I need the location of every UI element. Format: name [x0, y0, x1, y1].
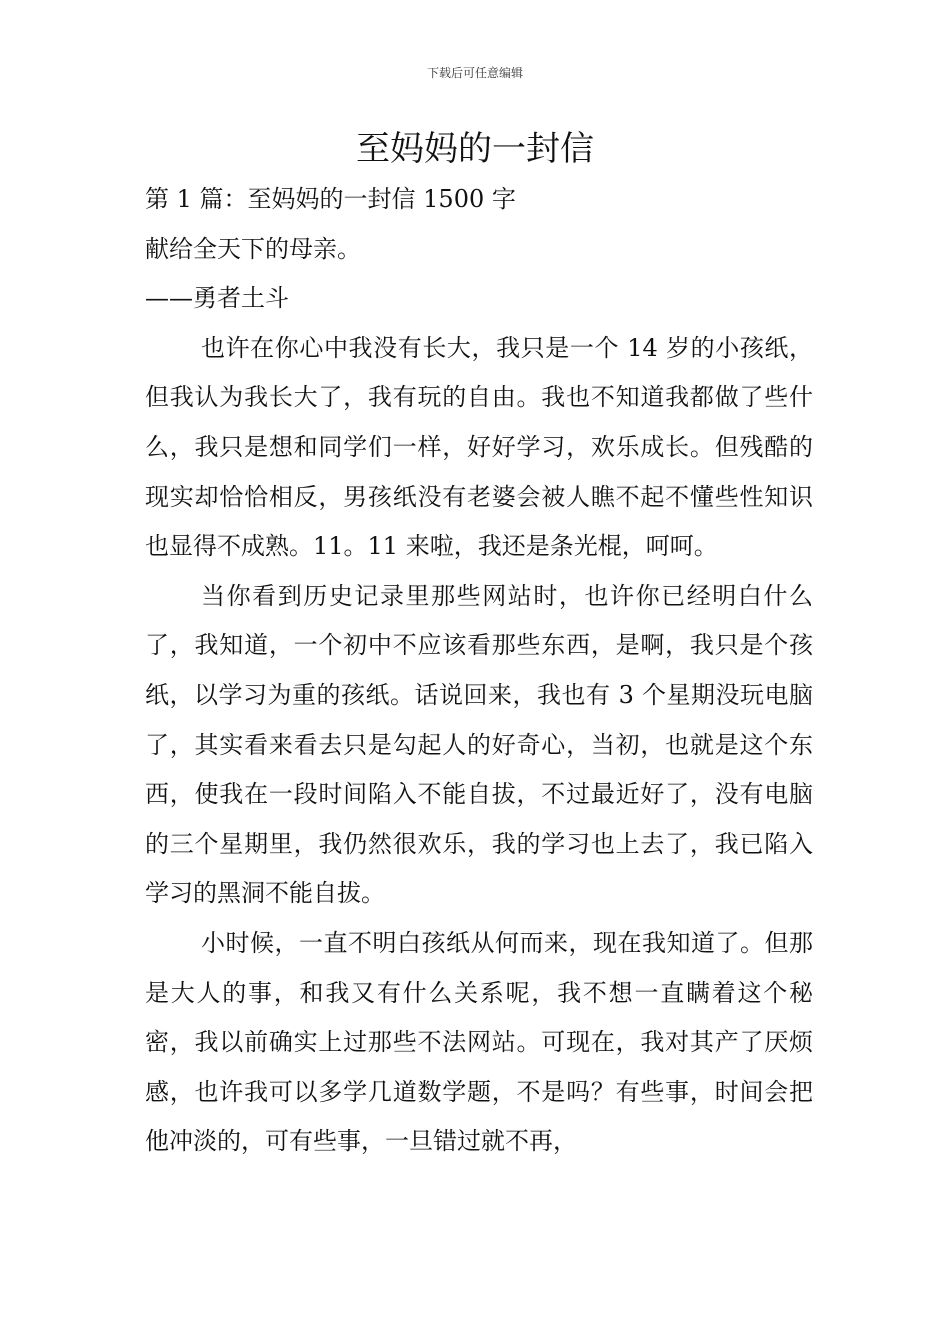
document-body [145, 175, 813, 1167]
paragraph-1: 也许在你心中我没有长大，我只是一个 14 岁的小孩纸，但我认为我长大了，我有玩的自由。我也不知道我都做了些什么，我只是想和同学们一样，好好学习，欢乐成长。但残酷的现实却恰恰相反，男孩纸没有老婆会被人瞧不起不懂些性知识也显得不成熟。11。11 来啦，我还是条光棍，呵呵。 [145, 333, 813, 561]
paragraph-3: 小时候，一直不明白孩纸从何而来，现在我知道了。但那是大人的事，和我又有什么关系呢，我不想一直瞒着这个秘密，我以前确实上过那些不法网站。可现在，我对其产了厌烦感，也许我可以多学几道数学题，不是吗？有些事，时间会把他冲淡的，可有些事，一旦错过就不再， [145, 928, 813, 1156]
dedication-line: 献给全天下的母亲。 [145, 234, 361, 263]
document-title: 至妈妈的一封信 [356, 129, 594, 169]
chapter-line: 第 1 篇：至妈妈的一封信 1500 字 [145, 185, 516, 213]
author-line: ——勇者土斗 [145, 284, 289, 313]
paragraph-2: 当你看到历史记录里那些网站时，也许你已经明白什么了，我知道，一个初中不应该看那些东西，是啊，我只是个孩纸，以学习为重的孩纸。话说回来，我也有 3 个星期没玩电脑了，其实看来看去只是勾起人的好奇心，当初，也就是这个东西，使我在一段时间陷入不能自拔，不过最近好了，没有电脑的三个星期里，我仍然很欢乐，我的学习也上去了，我已陷入学习的黑洞不能自拔。 [145, 581, 813, 908]
header-note: 下载后可任意编辑 [426, 66, 523, 80]
